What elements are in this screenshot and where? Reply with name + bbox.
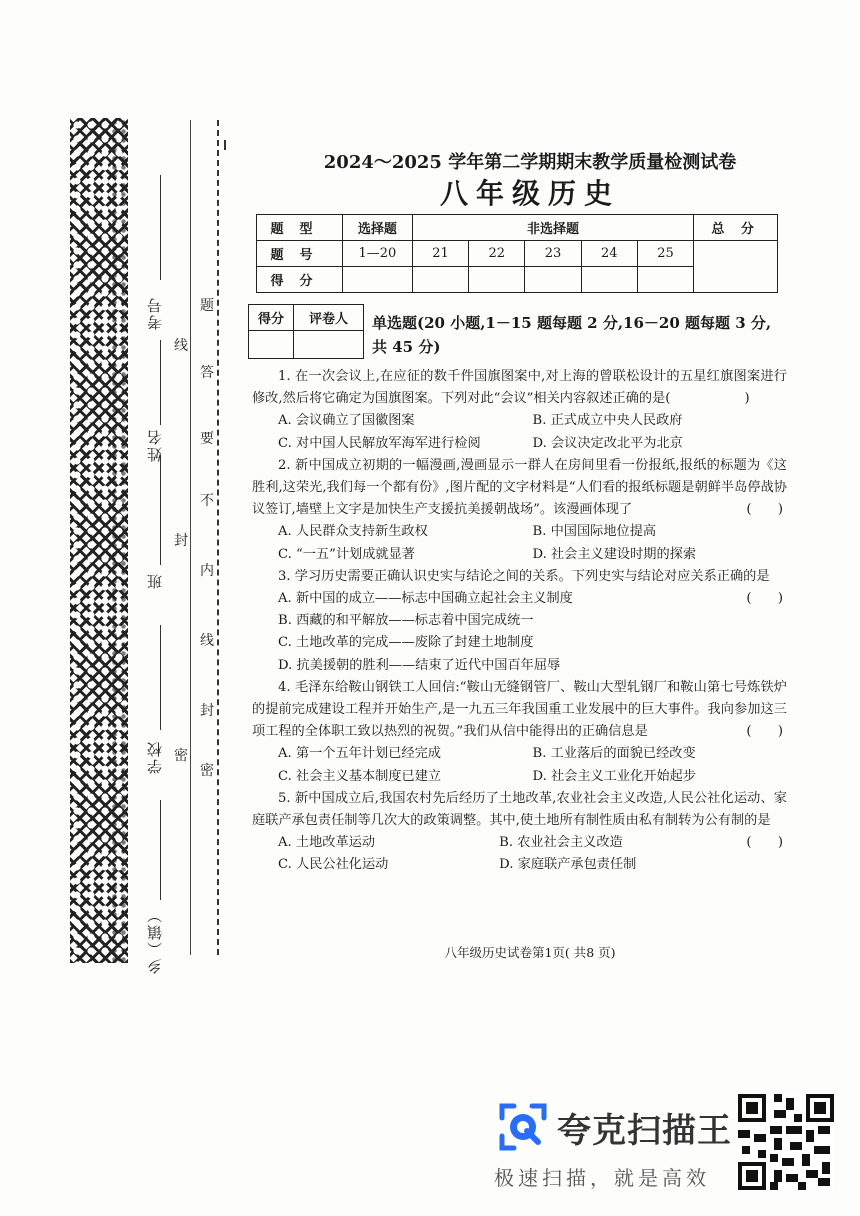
scanner-slogan: 极速扫描，就是高效 [494,1166,710,1190]
option-d[interactable]: D. 家庭联产承包责任制 [499,857,637,873]
section-title: 单选题(20 小题,1－15 题每题 2 分,16－20 题每题 3 分,共 45 分) [372,314,772,356]
score-cell[interactable] [581,267,637,293]
row-label-score: 得分 [257,267,343,293]
grader-name-cell[interactable] [294,331,364,359]
township-label: 乡（镇） [146,906,164,974]
grader-label: 评卷人 [294,305,364,331]
score-cell[interactable] [525,267,581,293]
answer-bracket: ( ) [746,835,783,851]
answer-bracket: ( ) [746,502,783,518]
question-stem: 5. 新中国成立后,我国农村先后经历了土地改革,农业社会主义改造,人民公社化运动、家庭联产承包责任制等几次大的政策调整。其中,使土地所有制性质由私有制转为公有制的是 [252,790,787,829]
option-c[interactable]: C. 土地改革的完成——废除了封建土地制度 [278,635,534,651]
score-cell[interactable] [412,267,468,293]
name-label: 姓名 [146,428,164,462]
option-a[interactable]: A. 新中国的成立——标志中国确立起社会主义制度 [278,591,573,607]
choice-header: 选择题 [342,215,412,241]
option-d[interactable]: D. 抗美援朝的胜利——结束了近代中国百年屈辱 [278,657,561,673]
option-d[interactable]: D. 社会主义工业化开始起步 [532,768,697,784]
grader-score-cell[interactable] [249,331,294,359]
question-5 [252,788,787,877]
question-2 [252,455,787,566]
option-b[interactable]: B. 农业社会主义改造 [499,835,623,851]
option-a[interactable]: A. 会议确立了国徽图案 [278,413,415,429]
score-cell[interactable] [469,267,525,293]
option-b[interactable]: B. 中国国际地位提高 [532,524,657,540]
page-footer: 八年级历史试卷第1页( 共8 页) [444,945,616,960]
inner-word: 密 [200,763,214,779]
exam-no-label: 考号 [146,296,164,330]
class-label: 班 [146,572,164,589]
seal-word: 线 [174,338,188,354]
question-stem: 1. 在一次会议上,在应征的数千件国旗图案中,对上海的曾联松设计的五星红旗图案进行修改,然后将它确定为国旗图案。下列对此“会议”相关内容叙述正确的是( [252,369,787,407]
question-number: 24 [581,241,637,267]
grader-table [248,304,364,359]
option-a[interactable]: A. 人民群众支持新生政权 [278,524,428,540]
question-1 [252,366,787,455]
question-number: 21 [412,241,468,267]
binding-dashed-line [217,120,219,955]
answer-bracket: ( ) [746,591,783,607]
seal-word: 密 [174,748,188,764]
option-c[interactable]: C. 社会主义基本制度已建立 [278,768,442,784]
questions [252,366,787,877]
decorative-dots [110,118,128,963]
inner-word: 答 [200,365,214,381]
qr-code-icon [738,1094,834,1190]
binding-solid-line [190,120,191,955]
option-d[interactable]: D. 社会主义建设时期的探索 [532,546,697,562]
option-b[interactable]: B. 工业落后的面貌已经改变 [532,746,696,762]
option-a[interactable]: A. 土地改革运动 [278,835,376,851]
class-blank[interactable] [160,455,161,565]
question-stem: 3. 学习历史需要正确认识史实与结论之间的关系。下列史实与结论对应关系正确的是 [278,568,770,584]
option-d[interactable]: D. 会议决定改北平为北京 [532,435,683,451]
inner-word: 线 [200,633,214,649]
answer-bracket: ( ) [746,724,783,740]
question-4 [252,677,787,788]
option-c[interactable]: C. 人民公社化运动 [278,857,389,873]
question-stem: 2. 新中国成立初期的一幅漫画,漫画显示一群人在房间里看一份报纸,报纸的标题为《这胜利,这荣光,我们每一个都有份》,图片配的文字材料是“人们看的报纸标题是朝鲜半岛停战协议签订,墙壁上文字是加快生产支援抗美援朝战场”。该漫画体现了 [252,457,787,518]
exam-subject: 八年级历史 [439,177,620,210]
scanner-name: 夸克扫描王 [557,1111,732,1151]
inner-word: 不 [200,493,214,509]
name-blank[interactable] [160,340,161,425]
score-cell[interactable] [637,267,693,293]
school-label: 学校 [146,740,164,774]
inner-word: 题 [200,298,214,314]
question-number: 22 [469,241,525,267]
township-blank[interactable] [160,800,161,900]
quark-logo-icon [494,1098,552,1156]
seal-word: 封 [174,533,188,549]
inner-word: 封 [200,703,214,719]
option-a[interactable]: A. 第一个五年计划已经完成 [278,746,441,762]
total-header: 总 分 [694,215,778,241]
question-number: 25 [637,241,693,267]
exam-title: 2024～2025 学年第二学期期末教学质量检测试卷 [323,152,737,173]
question-number: 23 [525,241,581,267]
exam-no-blank[interactable] [160,175,161,280]
total-score-cell[interactable] [694,241,778,293]
answer-bracket: ) [744,391,750,407]
row-label-type: 题型 [257,215,343,241]
score-cell[interactable] [342,267,412,293]
option-b[interactable]: B. 西藏的和平解放——标志着中国完成统一 [278,613,534,629]
option-c[interactable]: C. 对中国人民解放军海军进行检阅 [278,435,481,451]
corner-mark [224,140,226,150]
question-range: 1—20 [342,241,412,267]
nonchoice-header: 非选择题 [412,215,693,241]
grader-score-label: 得分 [249,305,294,331]
row-label-number: 题号 [257,241,343,267]
option-c[interactable]: C. “一五”计划成就显著 [278,546,415,562]
inner-word: 内 [200,563,214,579]
question-stem: 4. 毛泽东给鞍山钢铁工人回信:“鞍山无缝钢管厂、鞍山大型轧钢厂和鞍山第七号炼铁炉的提前完成建设工程并开始生产,是一九五三年我国重工业发展中的巨大事件。我向参加这三项工程的全体职工致以热烈的祝贺。”我们从信中能得出的正确信息是 [252,679,787,740]
option-b[interactable]: B. 正式成立中央人民政府 [532,413,683,429]
school-blank[interactable] [160,625,161,730]
question-3 [252,566,787,677]
score-table [256,214,778,293]
inner-word: 要 [200,431,214,447]
